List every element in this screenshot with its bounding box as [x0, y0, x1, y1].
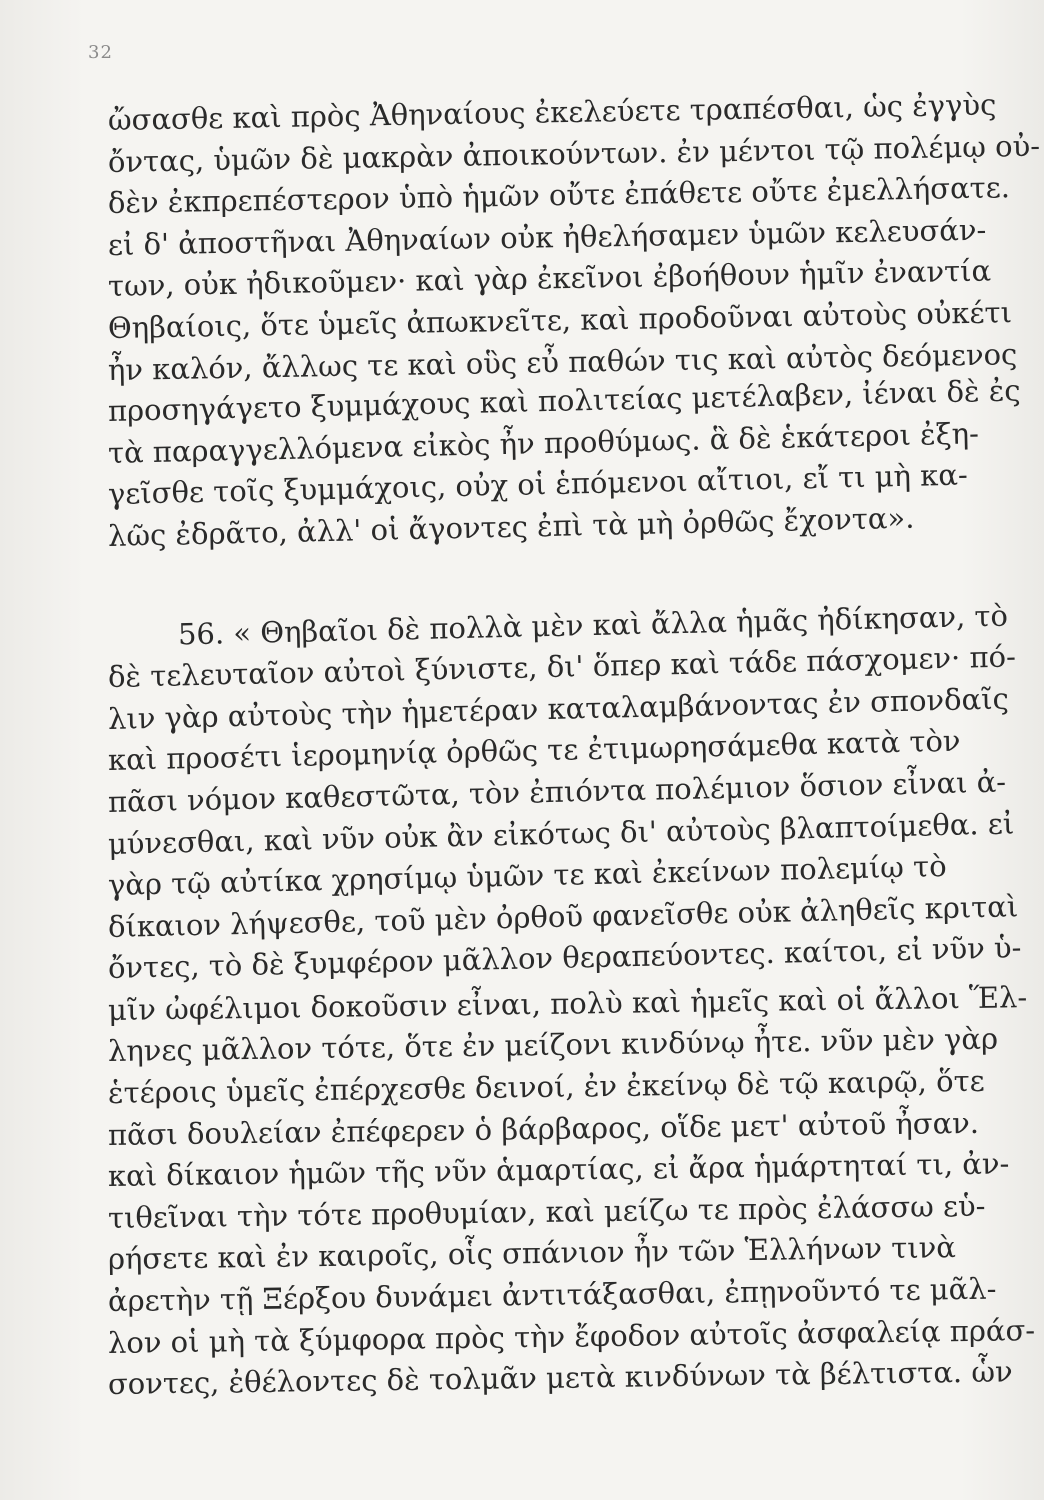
text-line: πᾶσι δουλείαν ἐπέφερεν ὁ βάρβαρος, οἵδε μετ' αὐτοῦ ἦσαν. — [107, 1105, 980, 1152]
text-line: των, οὐκ ἠδικοῦμεν· καὶ γὰρ ἐκεῖνοι ἐβοήθουν ἡμῖν ἐναντία — [107, 253, 992, 304]
text-line: τιθεῖναι τὴν τότε προθυμίαν, καὶ μείζω τε πρὸς ἐλάσσω εὑ- — [107, 1188, 986, 1235]
section-opening-line: 56. « Θηβαῖοι δὲ πολλὰ μὲν καὶ ἄλλα ἡμᾶς ἠδίκησαν, τὸ — [177, 598, 1009, 651]
text-line: γὰρ τῷ αὐτίκα χρησίμῳ ὑμῶν τε καὶ ἐκείνων πολεμίῳ τὸ — [107, 849, 947, 903]
text-line: σοντες, ἐθέλοντες δὲ τολμᾶν μετὰ κινδύνων τὰ βέλτιστα. ὧν — [107, 1354, 1013, 1402]
text-line: μύνεσθαι, καὶ νῦν οὐκ ἂν εἰκότως δι' αὐτοὺς βλαπτοίμεθα. εἰ — [107, 805, 1015, 861]
text-line: ἦν καλόν, ἄλλως τε καὶ οὓς εὖ παθών τις καὶ αὐτὸς δεόμενος — [107, 336, 1018, 387]
text-line: καὶ δίκαιον ἡμῶν τῆς νῦν ἁμαρτίας, εἰ ἄρα ἡμάρτηταί τι, ἀν- — [107, 1146, 1010, 1194]
text-line: λῶς ἐδρᾶτο, ἀλλ' οἱ ἄγοντες ἐπὶ τὰ μὴ ὀρθῶς ἔχοντα». — [107, 500, 915, 553]
text-line: δὲν ἐκπρεπέστερον ὑπὸ ἡμῶν οὔτε ἐπάθετε οὔτε ἐμελλήσατε. — [107, 170, 1011, 221]
text-line: ὄντας, ὑμῶν δὲ μακρὰν ἀποικούντων. ἐν μέντοι τῷ πολέμῳ οὐ- — [107, 128, 1041, 179]
text-line: ὄντες, τὸ δὲ ξυμφέρον μᾶλλον θεραπεύοντες. καίτοι, εἰ νῦν ὑ- — [107, 930, 1022, 986]
text-line: πᾶσι νόμον καθεστῶτα, τὸν ἐπιόντα πολέμιον ὅσιον εἶναι ἀ- — [107, 764, 1007, 819]
paragraph-continuation — [107, 87, 1041, 558]
text-line: μῖν ὠφέλιμοι δοκοῦσιν εἶναι, πολὺ καὶ ἡμεῖς καὶ οἱ ἄλλοι Ἕλ- — [107, 980, 1028, 1027]
text-line: ἀρετὴν τῇ Ξέρξου δυνάμει ἀντιτάξασθαι, ἐπῃνοῦντό τε μᾶλ- — [107, 1271, 997, 1319]
text-line: Θηβαίοις, ὅτε ὑμεῖς ἀπωκνεῖτε, καὶ προδοῦναι αὐτοὺς οὐκέτι — [107, 295, 1013, 345]
text-line: ἑτέροις ὑμεῖς ἐπέρχεσθε δεινοί, ἐν ἐκείνῳ δὲ τῷ καιρῷ, ὅτε — [107, 1063, 985, 1111]
text-line: ρήσετε καὶ ἐν καιροῖς, οἷς σπάνιον ἦν τῶν Ἑλλήνων τινὰ — [107, 1230, 957, 1277]
text-line: προσηγάγετο ξυμμάχους καὶ πολιτείας μετέλαβεν, ἰέναι δὲ ἐς — [107, 373, 1021, 429]
text-line: δὲ τελευταῖον αὐτοὶ ξύνιστε, δι' ὅπερ καὶ τάδε πάσχομεν· πό- — [107, 639, 1017, 695]
text-line: εἰ δ' ἀποστῆναι Ἀθηναίων οὐκ ἠθελήσαμεν ὑμῶν κελευσάν- — [107, 212, 987, 262]
text-line: ὤσασθε καὶ πρὸς Ἀθηναίους ἐκελεύετε τραπέσθαι, ὡς ἐγγὺς — [107, 87, 997, 137]
greek-text-body — [107, 87, 1041, 1406]
text-line: γεῖσθε τοῖς ξυμμάχοις, οὐχ οἱ ἑπόμενοι αἴτιοι, εἴ τι μὴ κα- — [107, 457, 969, 512]
text-line: ληνες μᾶλλον τότε, ὅτε ἐν μείζονι κινδύνῳ ἦτε. νῦν μὲν γὰρ — [107, 1022, 999, 1069]
page-number: 32 — [88, 42, 113, 63]
text-line: λον οἱ μὴ τὰ ξύμφορα πρὸς τὴν ἔφοδον αὐτοῖς ἀσφαλείᾳ πράσ- — [107, 1312, 1036, 1360]
text-line: τὰ παραγγελλόμενα εἰκὸς ἦν προθύμως. ἃ δὲ ἑκάτεροι ἐξη- — [107, 415, 980, 470]
text-line: δίκαιον λήψεσθε, τοῦ μὲν ὀρθοῦ φανεῖσθε οὐκ ἀληθεῖς κριταὶ — [107, 889, 1019, 944]
text-line: καὶ προσέτι ἱερομηνίᾳ ὀρθῶς τε ἐτιμωρησάμεθα κατὰ τὸν — [107, 723, 961, 778]
paragraph-56 — [107, 598, 1036, 1406]
text-line: λιν γὰρ αὐτοὺς τὴν ἡμετέραν καταλαμβάνοντας ἐν σπονδαῖς — [107, 681, 1010, 736]
